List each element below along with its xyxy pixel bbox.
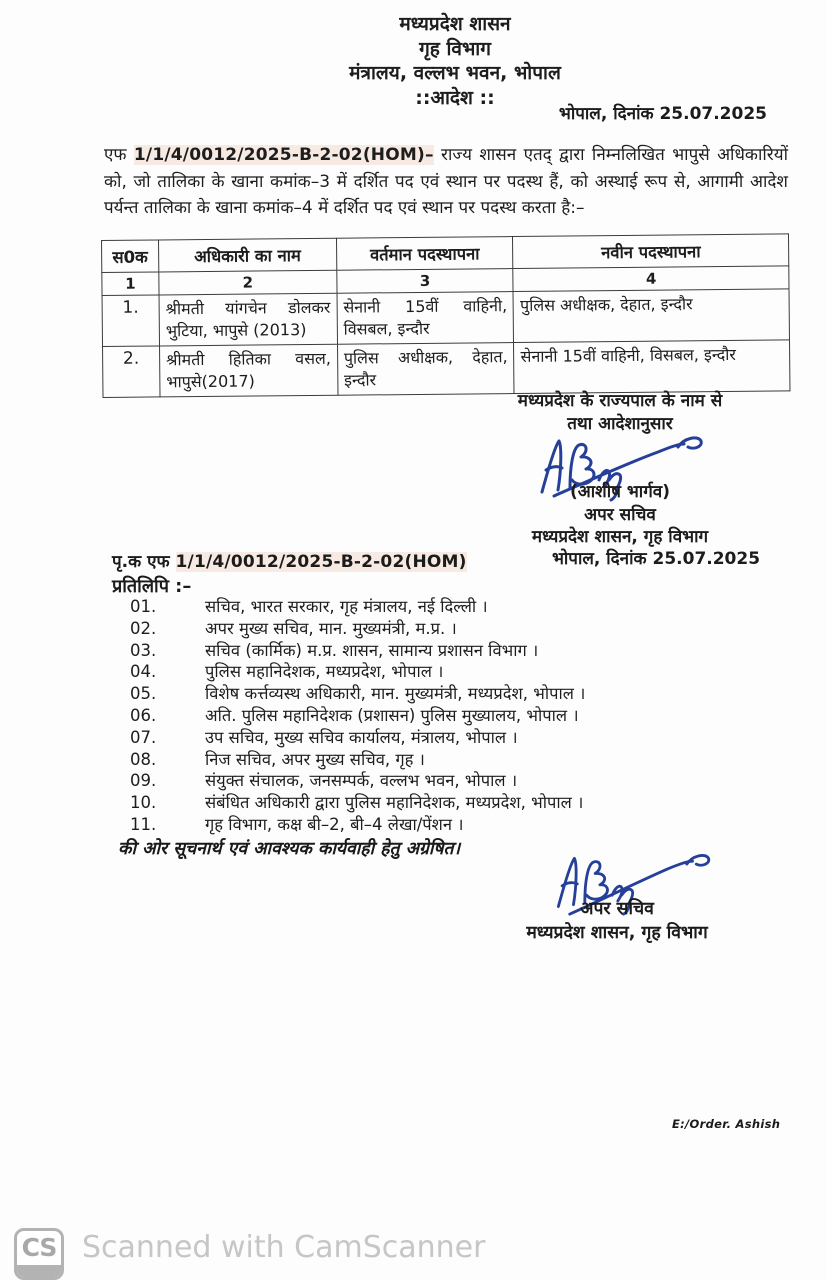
camscanner-logo-text: CS xyxy=(21,1233,57,1262)
col-number-3: 3 xyxy=(337,269,514,294)
list-item xyxy=(130,814,730,836)
row2-officer-name: श्रीमती हितिका वसल, भापुसे(2017) xyxy=(159,344,337,397)
item-text: पुलिस महानिदेशक, मध्यप्रदेश, भोपाल । xyxy=(205,662,444,682)
by-order-line1: मध्यप्रदेश के राज्यपाल के नाम से xyxy=(517,391,723,411)
item-text: संयुक्त संचालक, जनसम्पर्क, वल्लभ भवन, भोपाल । xyxy=(205,771,518,791)
signature-block-primary xyxy=(452,390,788,436)
list-item xyxy=(130,770,730,792)
col-header-officer-name: अधिकारी का नाम xyxy=(158,238,336,272)
list-item xyxy=(130,661,730,683)
file-path-note: E:/Order. Ashish xyxy=(672,1117,781,1131)
govt-name: मध्यप्रदेश शासन xyxy=(399,13,511,35)
department-name: गृह विभाग xyxy=(419,37,491,60)
endorsement-ref-line xyxy=(112,549,467,572)
signatory2-designation: अपर सचिव xyxy=(580,899,654,919)
order-body-text: राज्य शासन एतद् द्वारा निम्नलिखित भापुसे अधिकारियों को, जो तालिका के खाना कमांक–3 में दर्शित पद एवं स्थान पर पदस्थ हैं, को अस्थाई रूप से, आगामी आदेश पर्यन्त तालिका के खाना कमांक–4 में दर्शित पद एवं स्थान पर पदस्थ करता है:– xyxy=(104,145,788,218)
signatory-designation: अपर सचिव xyxy=(584,505,656,525)
item-text: गृह विभाग, कक्ष बी–2, बी–4 लेखा/पेंशन । xyxy=(205,814,464,834)
col-number-4: 4 xyxy=(513,266,789,292)
item-number: 07. xyxy=(130,727,157,747)
item-number: 10. xyxy=(130,793,157,813)
list-item xyxy=(130,727,730,749)
camscanner-logo-icon xyxy=(14,1228,64,1280)
list-item xyxy=(130,596,730,618)
list-item xyxy=(130,640,730,662)
row1-new-posting: पुलिस अधीक्षक, देहात, इन्दौर xyxy=(513,289,789,343)
endorsement-ref-prefix: पृ.क एफ xyxy=(112,552,176,572)
row1-officer-name: श्रीमती यांगचेन डोलकर भुटिया, भापुसे (2013) xyxy=(159,293,337,346)
signatory-name: (आशीष भार्गव) xyxy=(570,482,670,502)
item-number: 08. xyxy=(130,749,157,769)
col-header-current-posting: वर्तमान पदस्थापना xyxy=(336,237,513,271)
item-text: सचिव, भारत सरकार, गृह मंत्रालय, नई दिल्ली । xyxy=(205,597,488,616)
camscanner-logo-tab xyxy=(17,1265,61,1277)
item-text: निज सचिव, अपर मुख्य सचिव, गृह । xyxy=(205,749,425,769)
row2-sno: 2. xyxy=(103,346,160,398)
col-header-sno: स0क xyxy=(102,240,159,273)
order-paragraph xyxy=(104,142,788,222)
item-number: 04. xyxy=(130,662,157,682)
list-item xyxy=(130,618,730,640)
table-row xyxy=(102,289,789,347)
list-item xyxy=(130,749,730,771)
item-text: उप सचिव, मुख्य सचिव कार्यालय, मंत्रालय, भोपाल । xyxy=(205,727,518,747)
issue-place-date: भोपाल, दिनांक 25.07.2025 xyxy=(558,104,767,124)
signatory-department: मध्यप्रदेश शासन, गृह विभाग xyxy=(531,527,709,547)
col-header-new-posting: नवीन पदस्थापना xyxy=(513,234,789,269)
row2-new-posting: सेनानी 15वीं वाहिनी, विसबल, इन्दौर xyxy=(514,340,790,394)
signatory2-department: मध्यप्रदेश शासन, गृह विभाग xyxy=(526,923,708,943)
camscanner-watermark-label: Scanned with CamScanner xyxy=(82,1230,486,1265)
copy-recipients-list xyxy=(130,596,730,836)
endorsement-ref-number: 1/1/4/0012/2025-B-2-02(HOM) xyxy=(175,552,467,572)
item-text: संबंधित अधिकारी द्वारा पुलिस महानिदेशक, मध्यप्रदेश, भोपाल । xyxy=(205,793,584,813)
table-row xyxy=(103,340,790,398)
row1-sno: 1. xyxy=(102,295,159,347)
item-number: 06. xyxy=(130,705,157,725)
by-order-line2: तथा आदेशानुसार xyxy=(567,414,673,434)
copy-to-label: प्रतिलिपि :– xyxy=(112,576,192,597)
transfer-table xyxy=(101,233,790,398)
item-number: 09. xyxy=(130,771,157,791)
order-ref-number: 1/1/4/0012/2025-B-2-02(HOM)– xyxy=(133,145,434,165)
list-item xyxy=(130,683,730,705)
item-number: 05. xyxy=(130,684,157,704)
list-item xyxy=(130,792,730,814)
order-title: ::आदेश :: xyxy=(415,86,495,109)
row2-current-posting: पुलिस अधीक्षक, देहात, इन्दौर xyxy=(337,343,514,396)
item-number: 02. xyxy=(130,618,157,638)
row1-current-posting: सेनानी 15वीं वाहिनी, विसबल, इन्दौर xyxy=(337,292,514,345)
col-number-2: 2 xyxy=(159,270,337,295)
item-number: 03. xyxy=(130,640,157,660)
item-text: सचिव (कार्मिक) म.प्र. शासन, सामान्य प्रशासन विभाग । xyxy=(205,640,539,660)
item-text: अपर मुख्य सचिव, मान. मुख्यमंत्री, म.प्र. । xyxy=(205,618,457,638)
item-number: 11. xyxy=(130,814,157,834)
item-text: अति. पुलिस महानिदेशक (प्रशासन) पुलिस मुख्यालय, भोपाल । xyxy=(205,705,579,725)
item-text: विशेष कर्त्तव्यस्थ अधिकारी, मान. मुख्यमंत्री, मध्यप्रदेश, भोपाल । xyxy=(205,684,586,704)
col-number-1: 1 xyxy=(102,272,159,296)
order-ref-prefix: एफ xyxy=(104,145,134,165)
signatory-place-date: भोपाल, दिनांक 25.07.2025 xyxy=(551,549,761,569)
letterhead xyxy=(255,12,655,110)
office-address: मंत्रालय, वल्लभ भवन, भोपाल xyxy=(349,62,561,84)
forwarding-note: की ओर सूचनार्थ एवं आवश्यक कार्यवाही हेतु अग्रेषित। xyxy=(118,839,461,859)
list-item xyxy=(130,705,730,727)
item-number: 01. xyxy=(130,597,157,616)
